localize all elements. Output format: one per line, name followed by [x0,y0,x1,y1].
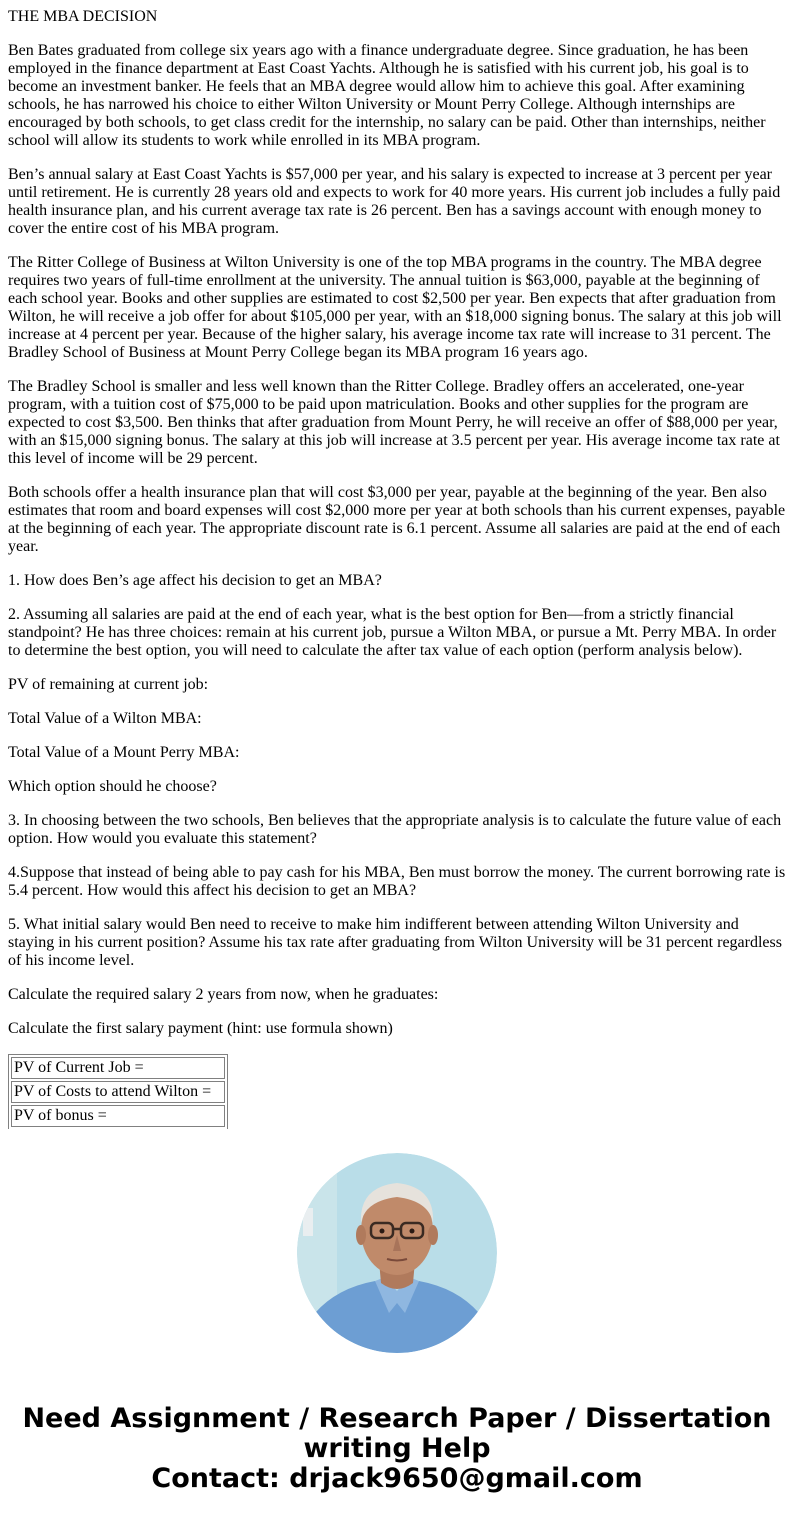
required-salary-line: Calculate the required salary 2 years from now, when he graduates: [8,986,439,1003]
promo-line-2: writing Help [303,1433,491,1464]
which-option-line: Which option should he choose? [8,778,217,795]
person-portrait-icon [297,1153,497,1353]
question-1: 1. How does Ben’s age affect his decision to get an MBA? [8,572,382,589]
table-row [11,1105,225,1127]
promo-contact: Contact: drjack9650@gmail.com [151,1463,643,1494]
wilton-value-line: Total Value of a Wilton MBA: [8,710,202,727]
table-cell: PV of bonus = [11,1105,225,1127]
table-cell: PV of Costs to attend Wilton = [11,1081,225,1103]
question-5: 5. What initial salary would Ben need to receive to make him indifferent between attending Wilton University and staying in his current position? Assume his tax rate after graduating from Wilton University will be 31 percent regardless of his income level. [8,916,782,969]
mount-perry-value-line: Total Value of a Mount Perry MBA: [8,744,240,761]
avatar [297,1153,497,1353]
question-3: 3. In choosing between the two schools, Ben believes that the appropriate analysis is to calculate the future value of each option. How would you evaluate this statement? [8,812,782,847]
paragraph-bradley: The Bradley School is smaller and less well known than the Ritter College. Bradley offers an accelerated, one-year program, with a tuition cost of $75,000 to be paid upon matriculation. Books and other supplies for the program are expected to cost $3,500. Ben thinks that after graduation from Mount Perry, he will receive an offer of $88,000 per year, with an $15,000 signing bonus. The salary at this job will increase at 3.5 percent per year. His average income tax rate at this level of income will be 29 percent. [8,378,780,467]
pv-table [8,1054,228,1129]
paragraph-intro: Ben Bates graduated from college six years ago with a finance undergraduate degree. Since graduation, he has been employed in the finance department at East Coast Yachts. Although he is satisfied with his current job, his goal is to become an investment banker. He feels that an MBA degree would allow him to achieve this goal. After examining schools, he has narrowed his choice to either Wilton University or Mount Perry College. Although internships are encouraged by both schools, to get class credit for the internship, no salary can be paid. Other than internships, neither school will allow its students to work while enrolled in its MBA program. [8,42,766,149]
table-row [11,1057,225,1079]
promo-banner [0,1404,794,1494]
paragraph-common-costs: Both schools offer a health insurance plan that will cost $3,000 per year, payable at the beginning of the year. Ben also estimates that room and board expenses will cost $2,000 more per year at both schools than his current expenses, payable at the beginning of each year. The appropriate discount rate is 6.1 percent. Assume all salaries are paid at the end of each year. [8,484,786,555]
table-row [11,1081,225,1103]
first-salary-line: Calculate the first salary payment (hint: use formula shown) [8,1020,393,1037]
question-2: 2. Assuming all salaries are paid at the end of each year, what is the best option for Ben—from a strictly financial standpoint? He has three choices: remain at his current job, pursue a Wilton MBA, or pursue a Mt. Perry MBA. In order to determine the best option, you will need to calculate the after tax value of each option (perform analysis below). [8,606,777,659]
document-title: THE MBA DECISION [8,8,158,25]
paragraph-current-job: Ben’s annual salary at East Coast Yachts is $57,000 per year, and his salary is expected to increase at 3 percent per year until retirement. He is currently 28 years old and expects to work for 40 more years. His current job includes a fully paid health insurance plan, and his current average tax rate is 26 percent. Ben has a savings account with enough money to cover the entire cost of his MBA program. [8,166,781,237]
promo-line-1: Need Assignment / Research Paper / Dissertation [22,1403,772,1434]
table-cell: PV of Current Job = [11,1057,225,1079]
pv-current-job-line: PV of remaining at current job: [8,676,209,693]
paragraph-wilton: The Ritter College of Business at Wilton University is one of the top MBA programs in the country. The MBA degree requires two years of full-time enrollment at the university. The annual tuition is $63,000, payable at the beginning of each school year. Books and other supplies are estimated to cost $2,500 per year. Ben expects that after graduation from Wilton, he will receive a job offer for about $105,000 per year, with an $18,000 signing bonus. The salary at this job will increase at 4 percent per year. Because of the higher salary, his average income tax rate will increase to 31 percent. The Bradley School of Business at Mount Perry College began its MBA program 16 years ago. [8,254,782,361]
question-4: 4.Suppose that instead of being able to pay cash for his MBA, Ben must borrow the money. The current borrowing rate is 5.4 percent. How would this affect his decision to get an MBA? [8,864,786,899]
